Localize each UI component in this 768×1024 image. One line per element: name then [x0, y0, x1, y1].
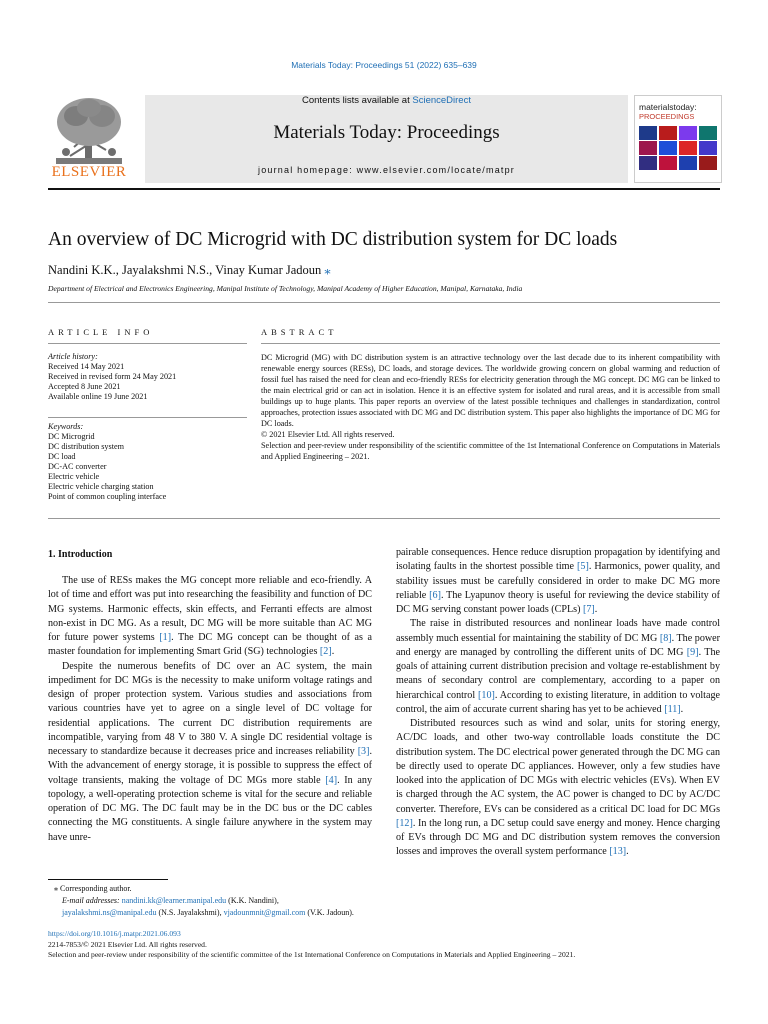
email-owner: (V.K. Jadoun).	[305, 908, 354, 917]
abstract-copyright: © 2021 Elsevier Ltd. All rights reserved.	[261, 430, 395, 439]
body-text: The use of RESs makes the MG concept more reliable and eco-friendly. A lot of time and effort was put into researching the feasibility and function of DC MG systems. Harmonic effects, skin effects, and Ferranti effects are almost non-exist in DC MG. As a result, DC MG will be more suitable than AC MG for future power systems	[48, 575, 372, 643]
body-text: .	[680, 703, 684, 715]
body-paragraph	[396, 617, 720, 717]
abstract-divider	[261, 343, 720, 344]
body-text: . With the advancement of energy storage, it is possible to suppress the effect of voltage transients, making the voltage of DC MGs more stable	[48, 746, 372, 786]
email-link[interactable]: jayalakshmi.ns@manipal.edu	[62, 908, 157, 917]
journal-citation[interactable]: Materials Today: Proceedings 51 (2022) 635–639	[291, 60, 477, 70]
elsevier-logo	[48, 92, 130, 182]
keywords-list	[48, 422, 247, 502]
body-text: . The Lyapunov theory is useful for reviewing the device stability of DC MG serving constant power loads (CPLs)	[396, 589, 720, 615]
citation-link[interactable]: [9]	[686, 646, 699, 658]
authors-text: Nandini K.K., Jayalakshmi N.S., Vinay Kumar Jadoun	[48, 263, 322, 277]
citation-link[interactable]: [12]	[396, 817, 413, 829]
doi-link[interactable]: https://doi.org/10.1016/j.matpr.2021.06.093	[48, 929, 181, 938]
corresponding-author-mark[interactable]: ⁎	[324, 263, 331, 277]
keyword-item: DC distribution system	[48, 442, 124, 451]
keyword-item: DC-AC converter	[48, 462, 107, 471]
body-text: . The DC MG concept can be thought of as a master foundation for implementing Smart Grid (SG) technologies	[48, 632, 372, 658]
abstract-body	[261, 352, 720, 462]
keyword-item: Electric vehicle charging station	[48, 482, 154, 491]
bottom-matter	[48, 929, 728, 961]
affiliation-divider	[48, 302, 720, 303]
keyword-item: Electric vehicle	[48, 472, 100, 481]
keyword-item: Point of common coupling interface	[48, 492, 167, 501]
body-text: . In any topology, a well-operating protection scheme is vital for the secure and reliable operation of DC MG. The DC fault may be in the DC bus or the DC cables connecting the MG constituents. A single failure anywhere in the system may have unre-	[48, 774, 372, 843]
footnote-divider	[48, 879, 168, 880]
abstract-bottom-divider	[48, 518, 720, 519]
citation-link[interactable]: [10]	[478, 689, 495, 701]
citation-link[interactable]: [2]	[319, 646, 332, 658]
contents-prefix: Contents lists available at	[302, 95, 413, 106]
homepage-prefix: journal homepage:	[258, 165, 357, 175]
body-text: . According to existing literature, in addition to voltage control, the aim of accurate current sharing has yet to be achieved	[396, 689, 720, 715]
article-info-heading: ARTICLE INFO	[48, 327, 154, 337]
body-paragraph	[48, 574, 372, 660]
paper-title: An overview of DC Microgrid with DC distribution system for DC loads	[48, 229, 618, 250]
citation-link[interactable]: [13]	[609, 846, 627, 858]
citation-link[interactable]: [3]	[357, 746, 370, 757]
body-text: .	[331, 646, 335, 658]
article-history	[48, 352, 247, 402]
article-info-divider	[48, 343, 247, 344]
footnotes	[48, 883, 372, 919]
history-item: Received 14 May 2021	[48, 362, 125, 371]
body-text: The raise in distributed resources and nonlinear loads have made control assembly much essential for maintaining the stability of DC MG	[396, 618, 720, 644]
homepage-link[interactable]: www.elsevier.com/locate/matpr	[356, 165, 515, 175]
keywords-label: Keywords:	[48, 422, 84, 431]
elsevier-wordmark: ELSEVIER	[51, 164, 127, 180]
body-column-right	[396, 546, 720, 860]
sciencedirect-link[interactable]: ScienceDirect	[412, 95, 471, 106]
issn-line: 2214-7853/© 2021 Elsevier Ltd. All rights reserved.	[48, 939, 207, 949]
email-owner: (K.K. Nandini),	[226, 896, 279, 905]
citation-link[interactable]: [8]	[659, 632, 672, 644]
cover-mosaic-icon	[639, 126, 717, 170]
history-item: Accepted 8 June 2021	[48, 382, 121, 391]
journal-cover-image[interactable]	[634, 95, 722, 183]
corresponding-author-note: ⁎ Corresponding author.	[54, 884, 132, 893]
body-text: . In the long run, a DC setup could save energy and money. Hence charging of EVs through DC MG and DC distribution system removes the conversion losses and improves the overall system performance	[396, 817, 720, 858]
journal-title: Materials Today: Proceedings	[273, 122, 500, 143]
email-addresses	[48, 895, 372, 919]
email-owner: (N.S. Jayalakshmi),	[156, 908, 224, 917]
cover-subtitle-text: PROCEEDINGS	[639, 112, 695, 121]
body-text: . The power and energy are managed by controlling the different units of DC MG	[396, 632, 720, 658]
abstract-text: DC Microgrid (MG) with DC distribution system is an attractive technology over the last decade due to its inherent compatibility with renewable energy sources (RESs), DC loads, and storage devices. The worldwide growing concern on global warming and reduction of fossil fuel has raised the need for clean and eco-friendly RESs for electricity generation through the MG concept. DC MG can be linked to the main electrical grid or can act in isolation. Hence it is an effective system for isolated and rural areas, and it is accessible from small buildings up to huge plants. This paper reports an overview of the latest possible techniques and challenges in standardization, control approaches, protection issues associated with DC MG and DC distribution system. This paper also highlights the importance of DC MG for DC loads.	[261, 353, 720, 428]
citation-link[interactable]: [1]	[159, 632, 172, 643]
citation-link[interactable]: [5]	[577, 561, 589, 573]
header-divider	[48, 188, 720, 190]
email-link[interactable]: nandini.kk@learner.manipal.edu	[121, 896, 227, 905]
history-item: Received in revised form 24 May 2021	[48, 372, 177, 381]
email-link[interactable]: vjadounmnit@gmail.com	[223, 908, 306, 917]
abstract-peer-review: Selection and peer-review under responsibility of the scientific committee of the 1st International Conference on Computations in Materials and Applied Engineering – 2021.	[261, 441, 720, 461]
bottom-peer-review: Selection and peer-review under responsibility of the scientific committee of the 1st International Conference on Computations in Materials and Applied Engineering – 2021.	[48, 950, 576, 959]
body-text: .	[594, 604, 598, 615]
introduction-heading: 1. Introduction	[48, 549, 113, 560]
history-item: Available online 19 June 2021	[48, 392, 148, 401]
history-label: Article history:	[48, 352, 98, 361]
citation-link[interactable]: [4]	[325, 774, 338, 786]
author-list	[48, 262, 331, 278]
affiliation: Department of Electrical and Electronics Engineering, Manipal Institute of Technology, Manipal Academy of Higher Education, Manipal, Karnataka, India	[48, 284, 523, 293]
body-text: Despite the numerous benefits of DC over an AC system, the main impediment for DC MGs is the necessity to make uniform voltage ratings and design of proper protection system. Various studies and associations from various countries have yet to agree on a single level of DC voltage for residential applications. The current DC distribution requirements are incompatible, varying from 48 V to 380 V. A single DC residential voltage is necessary to standardize because it decreases price and increases reliability	[48, 660, 372, 757]
citation-link[interactable]: [6]	[429, 589, 441, 601]
body-paragraph	[396, 546, 720, 617]
cover-title-text: materialstoday:	[639, 102, 697, 112]
citation-link[interactable]: [7]	[583, 604, 595, 615]
keyword-item: DC Microgrid	[48, 432, 95, 441]
body-text: pairable consequences. Hence reduce disruption propagation by identifying and isolating faults in the shortest possible time	[396, 547, 720, 573]
body-text: Distributed resources such as wind and solar, units for storing energy, AC/DC loads, and other two-way controllable loads constitute the DC distribution system. The DC electrical power generated through the DC MG can be directly used to operate DC appliances. However, only a few studies have looked into the application of DC MGs with electric vehicles (EVs). When EV is charged through the AC system, the AC power is changed to DC by AC/DC converter. Therefore, EVs can be considered as a critical DC load for DC MGs	[396, 718, 720, 815]
contents-line	[145, 95, 628, 106]
citation-link[interactable]: [11]	[664, 703, 681, 715]
keyword-item: DC load	[48, 452, 76, 461]
email-label: E-mail addresses:	[62, 896, 122, 905]
journal-homepage	[145, 165, 628, 175]
body-text: .	[626, 846, 629, 858]
abstract-heading: ABSTRACT	[261, 327, 338, 337]
body-paragraph	[396, 717, 720, 860]
body-text: . Harmonics, power quality, and stability issues must be carefully considered in order to make DC MG more reliable	[396, 561, 720, 601]
body-column-left	[48, 574, 372, 845]
body-text: . The goals of attaining current distribution precision and voltage re-establishment by means of secondary control are complementary, according to a paper on hierarchical control	[396, 646, 720, 701]
keywords-divider	[48, 417, 247, 418]
body-paragraph	[48, 660, 372, 845]
